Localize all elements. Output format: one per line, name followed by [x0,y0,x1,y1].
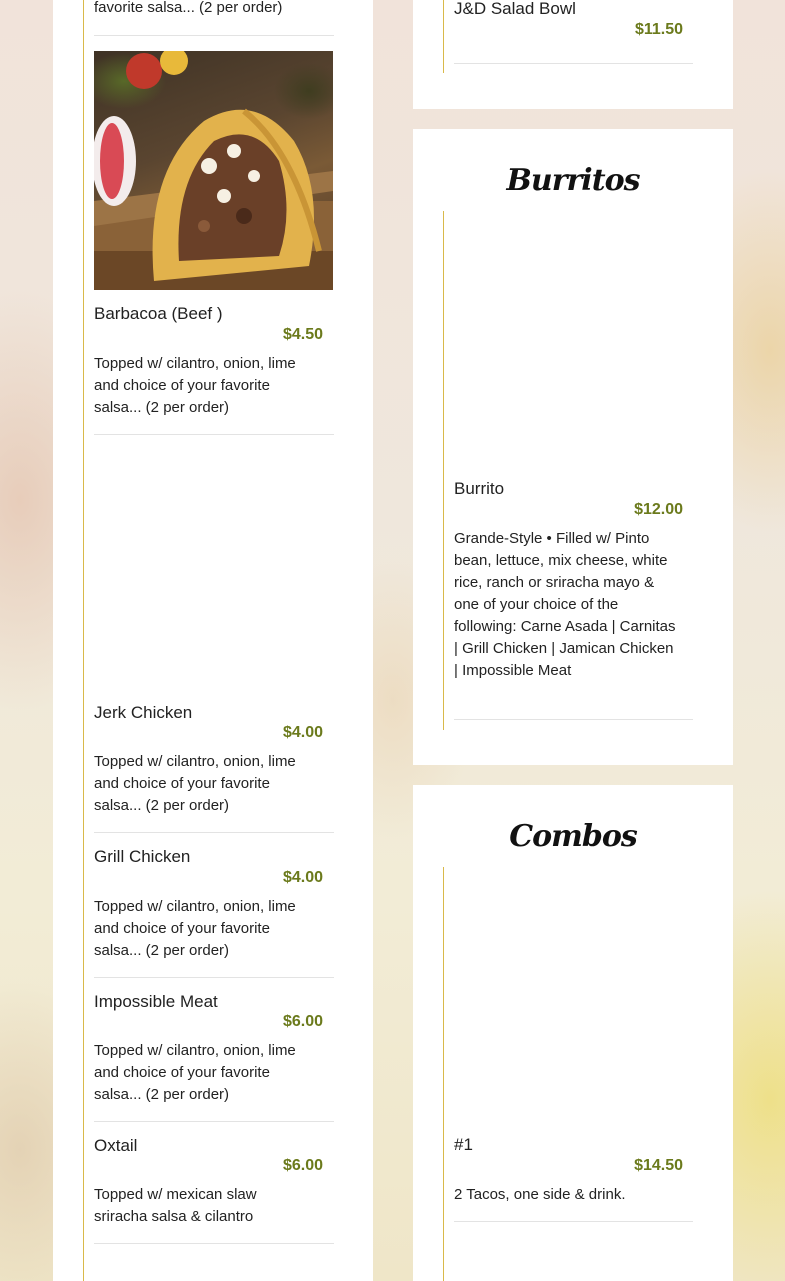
item-name-impossible-meat[interactable]: Impossible Meat [94,992,218,1011]
section-title-burritos: Burritos [506,163,640,198]
item-name-barbacoa[interactable]: Barbacoa (Beef ) [94,304,223,323]
right-accent-line [443,211,444,730]
barbacoa-taco-photo[interactable] [94,51,333,290]
item-description-jerk-chicken: Topped w/ cilantro, onion, lime and choice of your favorite salsa... (2 per order) [94,753,296,814]
item-price-jerk-chicken: $4.00 [282,724,323,741]
combos-menu-card [413,785,733,1281]
item-description-impossible-meat: Topped w/ cilantro, onion, lime and choice of your favorite salsa... (2 per order) [94,1042,296,1103]
divider [94,434,334,435]
section-title-combos: Combos [509,819,637,854]
divider [94,35,334,36]
item-description-barbacoa: Topped w/ cilantro, onion, lime and choice of your favorite salsa... (2 per order) [94,355,296,416]
item-name-jerk-chicken[interactable]: Jerk Chicken [94,703,193,722]
left-accent-line [83,0,84,1281]
item-price-burrito: $12.00 [634,501,683,518]
item-name-grill-chicken[interactable]: Grill Chicken [94,847,191,866]
right-accent-line [443,867,444,1281]
right-accent-line [443,0,444,73]
divider [94,1121,334,1122]
item-price-oxtail: $6.00 [282,1157,323,1174]
taco-image [94,51,333,290]
item-name-salad-bowl[interactable]: J&D Salad Bowl [454,0,576,18]
item-name-burrito[interactable]: Burrito [454,479,505,498]
item-price-impossible-meat: $6.00 [282,1013,323,1030]
divider [94,832,334,833]
item-description-burrito: Grande-Style • Filled w/ Pinto bean, lettuce, mix cheese, white rice, ranch or sriracha mayo & one of your choice of the following: Carne Asada | Carnitas | Grill Chicken | Jamican Chicken | Impossible Meat [454,530,676,679]
divider [94,977,334,978]
item-description-combo-1: 2 Tacos, one side & drink. [454,1186,626,1203]
item-price-salad-bowl: $11.50 [634,21,683,38]
item-price-barbacoa: $4.50 [282,326,323,343]
divider [454,719,693,720]
divider [94,1243,334,1244]
item-description-grill-chicken: Topped w/ cilantro, onion, lime and choice of your favorite salsa... (2 per order) [94,898,296,959]
item-price-grill-chicken: $4.00 [282,869,323,886]
divider [454,1221,693,1222]
item-name-combo-1[interactable]: #1 [454,1135,473,1154]
item-description-oxtail: Topped w/ mexican slaw sriracha salsa & cilantro [94,1186,257,1225]
item-price-combo-1: $14.50 [634,1157,683,1174]
divider [454,63,693,64]
item-name-oxtail[interactable]: Oxtail [94,1136,138,1155]
item-description: favorite salsa... (2 per order) [94,0,283,16]
